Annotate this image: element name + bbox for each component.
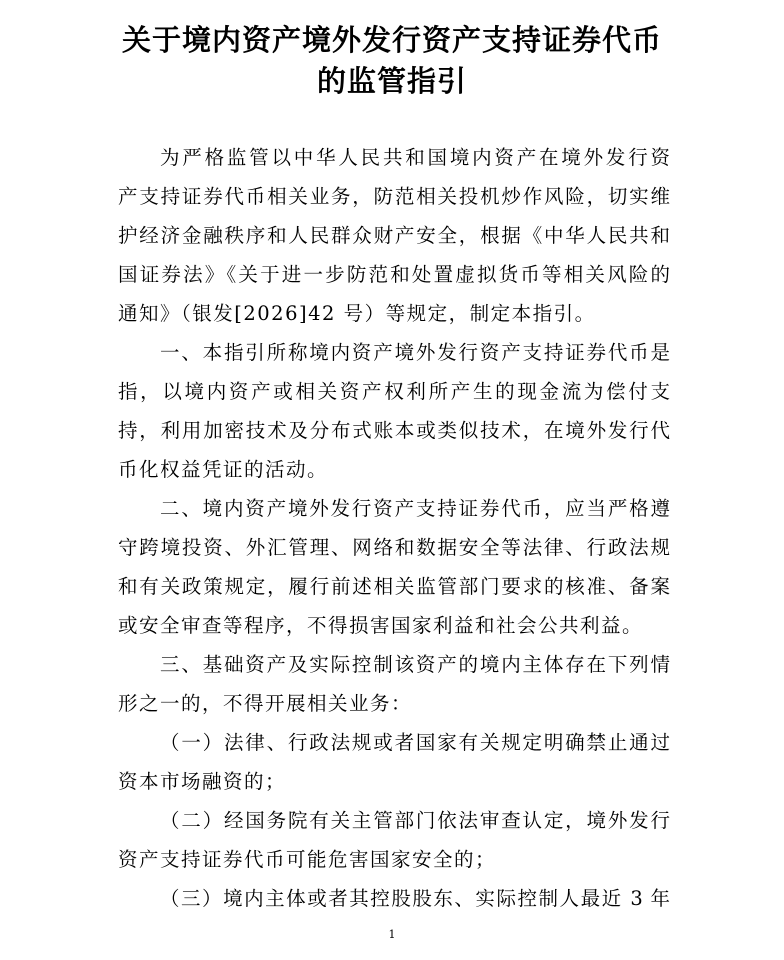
body-text-line: （二）经国务院有关主管部门依法审查认定，境外发行 bbox=[160, 809, 670, 832]
body-text-line: 为严格监管以中华人民共和国境内资产在境外发行资 bbox=[160, 146, 670, 169]
body-text-line: 资本市场融资的； bbox=[118, 770, 287, 793]
body-text-line: 二、境内资产境外发行资产支持证券代币，应当严格遵 bbox=[160, 497, 670, 520]
body-text-line: 资产支持证券代币可能危害国家安全的； bbox=[118, 848, 497, 871]
body-text-line: 守跨境投资、外汇管理、网络和数据安全等法律、行政法规 bbox=[118, 536, 670, 559]
body-text-line: 指，以境内资产或相关资产权利所产生的现金流为偿付支 bbox=[118, 380, 670, 403]
body-text-line: 护经济金融秩序和人民群众财产安全，根据《中华人民共和 bbox=[118, 224, 670, 247]
body-text-line: 币化权益凭证的活动。 bbox=[118, 458, 329, 481]
body-text-line: 三、基础资产及实际控制该资产的境内主体存在下列情 bbox=[160, 653, 670, 676]
body-text-line: 和有关政策规定，履行前述相关监管部门要求的核准、备案 bbox=[118, 575, 670, 598]
body-text-line: 一、本指引所称境内资产境外发行资产支持证券代币是 bbox=[160, 341, 670, 364]
body-text-line: 或安全审查等程序，不得损害国家利益和社会公共利益。 bbox=[118, 614, 644, 637]
body-text-line: （三）境内主体或者其控股股东、实际控制人最近 3 年 bbox=[160, 887, 670, 910]
document-title-line-2: 的监管指引 bbox=[316, 64, 467, 98]
body-text-line: 通知》（银发[2026]42 号）等规定，制定本指引。 bbox=[118, 302, 596, 325]
body-text-line: （一）法律、行政法规或者国家有关规定明确禁止通过 bbox=[160, 731, 670, 754]
body-text-line: 形之一的，不得开展相关业务： bbox=[118, 692, 413, 715]
document-title-line-1: 关于境内资产境外发行资产支持证券代币 bbox=[121, 23, 662, 57]
body-text-line: 产支持证券代币相关业务，防范相关投机炒作风险，切实维 bbox=[118, 185, 670, 208]
body-text-line: 国证券法》《关于进一步防范和处置虚拟货币等相关风险的 bbox=[118, 263, 670, 286]
body-text-line: 持，利用加密技术及分布式账本或类似技术，在境外发行代 bbox=[118, 419, 670, 442]
page-number: 1 bbox=[388, 928, 396, 941]
